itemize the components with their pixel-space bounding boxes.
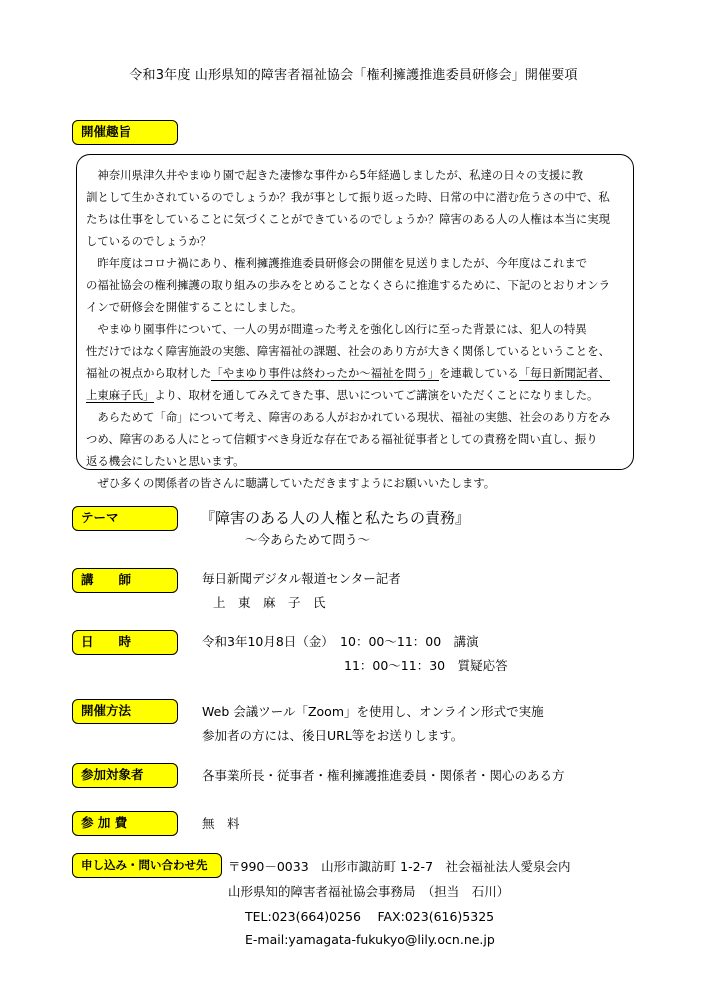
contact-email[interactable]: E-mail:yamagata-fukukyo@lily.ocn.ne.jp	[245, 932, 495, 947]
audience-label: 参加対象者	[72, 763, 178, 788]
purpose-line: インで研修会を開催することにしました。	[86, 300, 303, 314]
purpose-line: やまゆり園事件について、一人の男が間違った考えを強化し凶行に至った背景には、犯人の特異	[86, 322, 587, 336]
theme-label: テーマ	[72, 506, 178, 531]
datetime-label: 日 時	[72, 630, 178, 655]
theme-main: 『障害のある人の人権と私たちの責務』	[200, 509, 471, 527]
lecturer-label: 講 師	[72, 568, 178, 593]
purpose-label: 開催趣旨	[72, 120, 178, 145]
purpose-line: 昨年度はコロナ禍にあり、権利擁護推進委員研修会の開催を見送りましたが、今年度はこれまで	[86, 256, 588, 270]
series-title: 「やまゆり事件は終わったか～福祉を問う」	[211, 366, 440, 380]
purpose-text: 福祉の視点から取材した	[86, 366, 212, 380]
purpose-line: 性だけではなく障害施設の実態、障害福祉の課題、社会のあり方が大きく関係しているということを、	[86, 344, 610, 358]
fee-label: 参 加 費	[72, 811, 178, 836]
method-line2: 参加者の方には、後日URL等をお送りします。	[202, 728, 464, 743]
purpose-text: を連載している	[439, 366, 519, 380]
contact-label: 申し込み・問い合わせ先	[72, 853, 222, 878]
theme-sub: ～今あらためて問う～	[245, 532, 371, 547]
purpose-line-highlight	[86, 384, 630, 406]
method-label: 開催方法	[72, 699, 178, 724]
reporter-name: 上東麻子氏」	[86, 388, 155, 402]
lecturer-name: 上 東 麻 子 氏	[213, 595, 326, 610]
contact-phone: TEL:023(664)0256 FAX:023(616)5325	[245, 909, 495, 924]
purpose-line-highlight	[86, 362, 630, 384]
datetime-line2: 11：00～11：30 質疑応答	[344, 658, 508, 673]
purpose-line: たちは仕事をしていることに気づくことができているのでしょうか？障害のある人の人権は本当に実現	[86, 212, 610, 226]
purpose-line: の福祉協会の権利擁護の取り組みの歩みをとめることなくさらに推進するために、下記のとおりオンラ	[86, 278, 610, 292]
purpose-line: あらためて「命」について考え、障害のある人がおかれている現状、福祉の実態、社会のあり方をみ	[86, 410, 611, 424]
purpose-line: ぜひ多くの関係者の皆さんに聴講していただきますようにお願いいたします。	[86, 476, 496, 490]
contact-address: 〒990－0033 山形市諏訪町 1-2-7 社会福祉法人愛泉会内	[228, 859, 571, 874]
audience-text: 各事業所長・従事者・権利擁護推進委員・関係者・関心のある方	[202, 768, 565, 783]
purpose-line: 返る機会にしたいと思います。	[86, 454, 245, 468]
purpose-line: 訓として生かされているのでしょうか？我が事として振り返った時、日常の中に潜む危うさの中で、私	[86, 190, 610, 204]
purpose-text: より、取材を通してみえてきた事、思いについてご講演をいただくことになりました。	[154, 388, 599, 402]
datetime-line1: 令和3年10月8日（金） 10：00～11：00 講演	[202, 634, 479, 649]
fee-text: 無 料	[202, 816, 240, 831]
page-title: 令和3年度 山形県知的障害者福祉協会「権利擁護推進委員研修会」開催要項	[129, 68, 578, 83]
reporter-ref: 「毎日新聞記者、	[518, 366, 610, 380]
method-line1: Web 会議ツール「Zoom」を使用し、オンライン形式で実施	[202, 704, 544, 719]
contact-office: 山形県知的障害者福祉協会事務局 （担当 石川）	[228, 884, 510, 899]
purpose-line: しているのでしょうか？	[86, 234, 212, 248]
purpose-line: 神奈川県津久井やまゆり園で起きた凄惨な事件から5年経過しましたが、私達の日々の支援に教	[86, 168, 584, 182]
lecturer-affiliation: 毎日新聞デジタル報道センター記者	[202, 571, 401, 586]
purpose-line: つめ、障害のある人にとって信頼すべき身近な存在である福祉従事者としての責務を問い直し、振り	[86, 432, 598, 446]
